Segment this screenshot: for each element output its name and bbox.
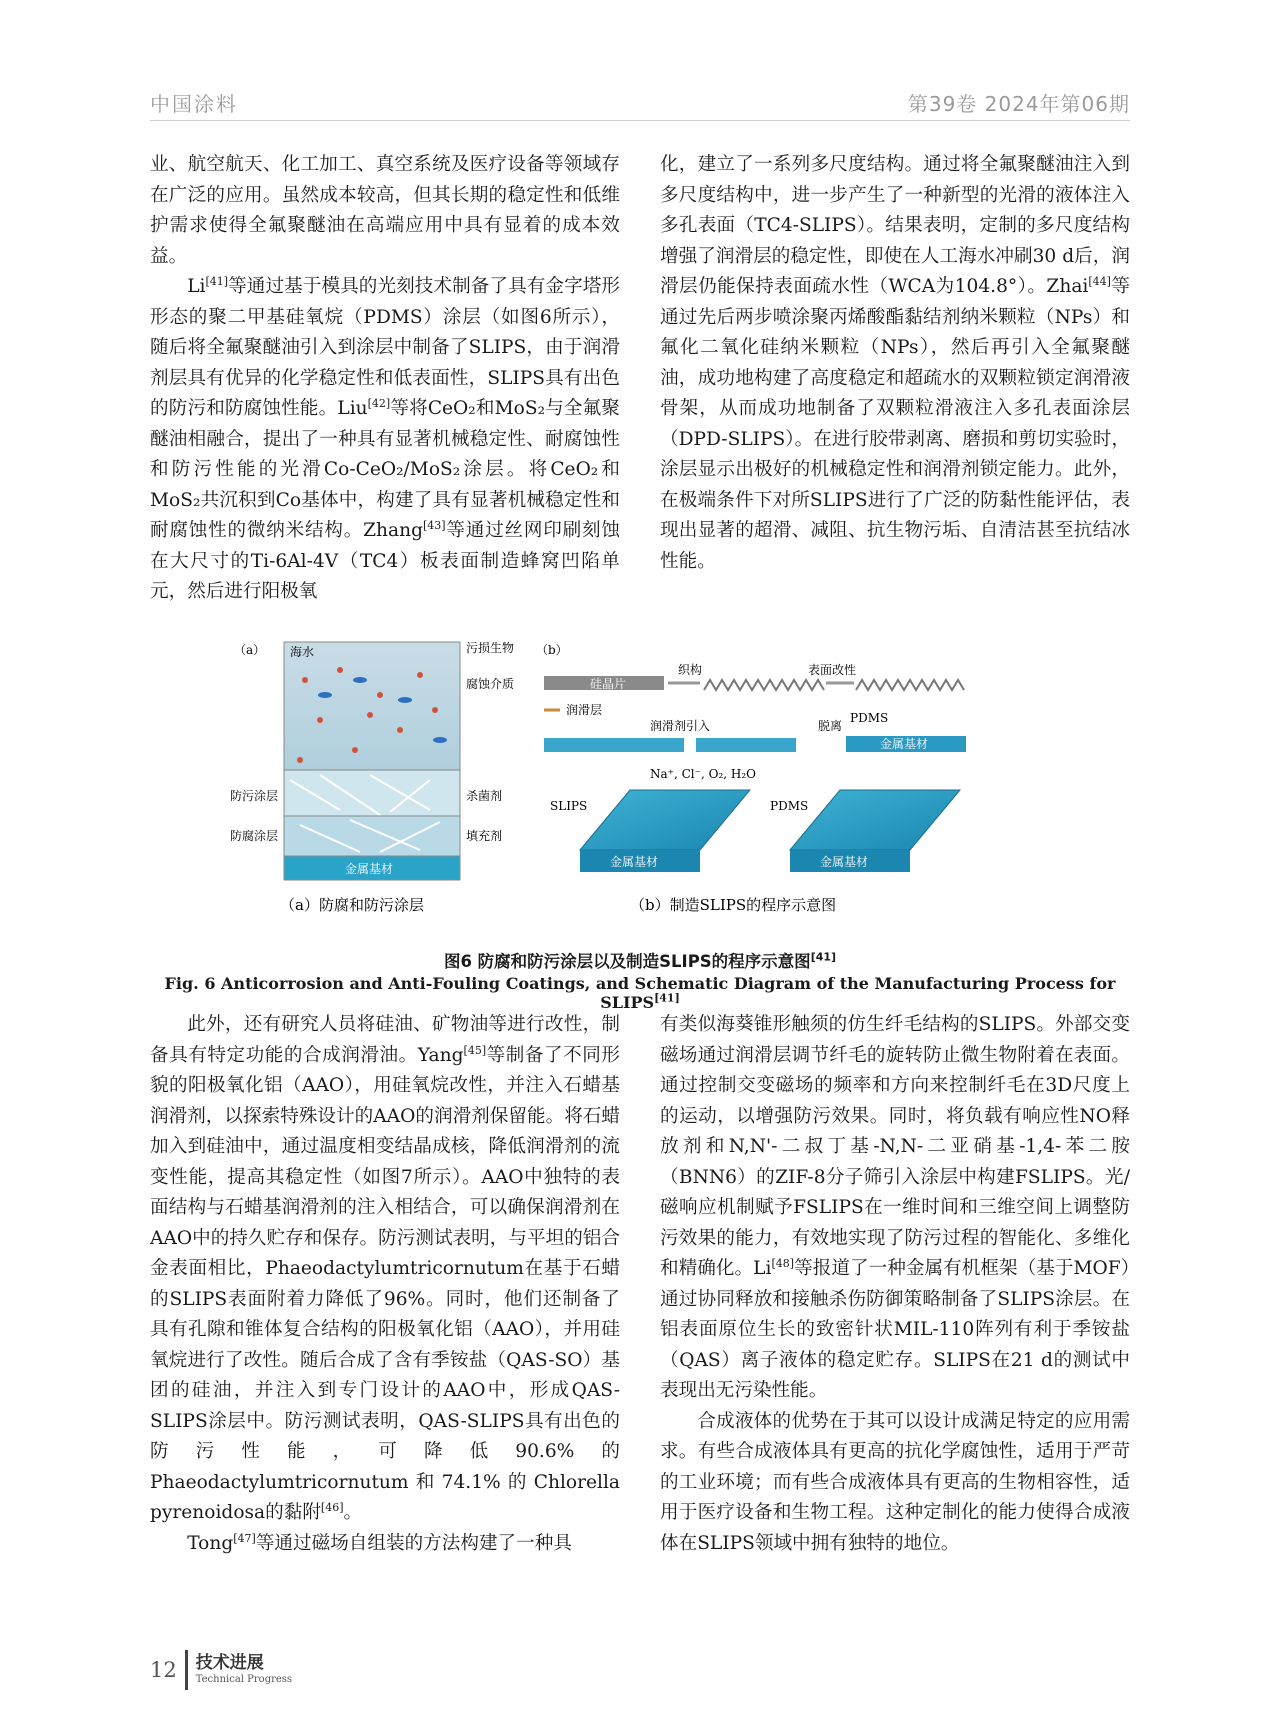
ions-label: Na⁺, Cl⁻, O₂, H₂O (650, 767, 756, 781)
figure-caption-cn: 图6 防腐和防污涂层以及制造SLIPS的程序示意图[41] (443, 950, 837, 971)
paragraph: Li[41]等通过基于模具的光刻技术制备了具有金字塔形形态的聚二甲基硅氧烷（PDMS）涂层（如图6所示），随后将全氟聚醚油引入到涂层中制备了SLIPS，由于润滑剂层具有优异的化学稳定性和低表面性，SLIPS具有出色的防污和防腐蚀性能。Liu[42]等将CeO₂和MoS₂与全氟聚醚油相融合，提出了一种具有显著机械稳定性、耐腐蚀性和防污性能的光滑Co-CeO₂/MoS₂涂层。将CeO₂和MoS₂共沉积到Co基体中，构建了具有显著机械稳定性和耐腐蚀性的微纳米结构。Zhang[43]等通过丝网印刷刻蚀在大尺寸的Ti-6Al-4V（TC4）板表面制造蜂窝凹陷单元，然后进行阳极氧 (150, 274, 620, 602)
texture-label: 织构 (678, 663, 703, 677)
panel-b-caption: （b）制造SLIPS的程序示意图 (630, 896, 837, 914)
substrate-label-d: 金属基材 (820, 855, 869, 869)
panel-a-caption: （a）防腐和防污涂层 (280, 896, 424, 914)
anticorrosion-layer-label: 防腐涂层 (230, 829, 279, 843)
filler-label: 填充剂 (466, 829, 503, 843)
pdms-label-2: PDMS (770, 799, 809, 813)
section-name-cn: 技术进展 (195, 1653, 264, 1673)
right-column-bottom (660, 1010, 1130, 1559)
paragraph: Tong[47]等通过磁场自组装的方法构建了一种具 (187, 1531, 572, 1554)
panel-b-tag: （b） (536, 643, 568, 657)
page-number: 12 (150, 1658, 177, 1682)
figure-6 (230, 640, 1060, 940)
issue-info: 第39卷 2024年第06期 (907, 92, 1130, 116)
substrate-label-a: 金属基材 (345, 862, 394, 876)
fouling-label: 污损生物 (466, 641, 515, 655)
page-footer (150, 1650, 292, 1690)
section-name-en: Technical Progress (195, 1674, 293, 1685)
demold-label: 脱离 (818, 719, 843, 733)
surface-mod-label: 表面改性 (808, 663, 857, 677)
paragraph: 业、航空航天、化工加工、真空系统及医疗设备等领域存在广泛的应用。虽然成本较高，但其长期的稳定性和低维护需求使得全氟聚醚油在高端应用中具有显着的成本效益。 (150, 154, 620, 267)
antifouling-layer-label: 防污涂层 (230, 789, 279, 803)
figure-6-graphic (230, 640, 1060, 940)
paragraph: 有类似海葵锥形触须的仿生纤毛结构的SLIPS。外部交变磁场通过润滑层调节纤毛的旋转防止微生物附着在表面。通过控制交变磁场的频率和方向来控制纤毛在3D尺度上的运动，以增强防污效果。同时，将负载有响应性NO释放剂和N,N'-二叔丁基-N,N-二亚硝基-1,4-苯二胺（BNN6）的ZIF-8分子筛引入涂层中构建FSLIPS。光/磁响应机制赋予FSLIPS在一维时间和三维空间上调整防污效果的能力，有效地实现了防污过程的智能化、多维化和精确化。Li[48]等报道了一种金属有机框架（基于MOF）通过协同释放和接触杀伤防御策略制备了SLIPS涂层。在铝表面原位生长的致密针状MIL-110阵列有利于季铵盐（QAS）离子液体的稳定贮存。SLIPS在21 d的测试中表现出无污染性能。 (660, 1014, 1130, 1401)
slips-label: SLIPS (550, 799, 588, 813)
left-column-top (150, 150, 620, 608)
lubricant-layer-label: 润滑层 (566, 703, 603, 717)
paragraph: 此外，还有研究人员将硅油、矿物油等进行改性，制备具有特定功能的合成润滑油。Yang[45]等制备了不同形貌的阳极氧化铝（AAO），用硅氧烷改性，并注入石蜡基润滑剂，以探索特殊设计的AAO的润滑剂保留能。将石蜡加入到硅油中，通过温度相变结晶成核，降低润滑剂的流变性能，提高其稳定性（如图7所示）。AAO中独特的表面结构与石蜡基润滑剂的注入相结合，可以确保润滑剂在AAO中的持久贮存和保存。防污测试表明，与平坦的铝合金表面相比，Phaeodactylumtricornutum在基于石蜡的SLIPS表面附着力降低了96%。同时，他们还制备了具有孔隙和锥体复合结构的阳极氧化铝（AAO），并用硅氧烷进行了改性。随后合成了含有季铵盐（QAS-SO）基团的硅油，并注入到专门设计的AAO中，形成QAS-SLIPS涂层中。防污测试表明，QAS-SLIPS具有出色的防污性能，可降低90.6%的Phaeodactylumtricornutum和74.1%的Chlorella pyrenoidosa的黏附[46]。 (150, 1014, 620, 1523)
paragraph: 化，建立了一系列多尺度结构。通过将全氟聚醚油注入到多尺度结构中，进一步产生了一种新型的光滑的液体注入多孔表面（TC4-SLIPS）。结果表明，定制的多尺度结构增强了润滑层的稳定性，即使在人工海水冲刷30 d后，润滑层仍能保持表面疏水性（WCA为104.8°）。Zhai[44]等通过先后两步喷涂聚丙烯酸酯黏结剂纳米颗粒（NPs）和氟化二氧化硅纳米颗粒（NPs），然后再引入全氟聚醚油，成功地构建了高度稳定和超疏水的双颗粒锁定润滑液骨架，从而成功地制备了双颗粒滑液注入多孔表面涂层（DPD-SLIPS）。在进行胶带剥离、磨损和剪切实验时，涂层显示出极好的机械稳定性和润滑剂锁定能力。此外，在极端条件下对所SLIPS进行了广泛的防黏性能评估，表现出显著的超滑、减阻、抗生物污垢、自清洁甚至抗结冰性能。 (660, 154, 1130, 572)
footer-divider (185, 1650, 188, 1690)
wafer-label: 硅晶片 (590, 677, 627, 691)
substrate-label-c: 金属基材 (610, 855, 659, 869)
seawater-label: 海水 (290, 645, 315, 659)
biocide-label: 杀菌剂 (466, 789, 503, 803)
left-column-bottom (150, 1010, 620, 1559)
substrate-label-b: 金属基材 (880, 737, 929, 751)
figure-caption-en: Fig. 6 Anticorrosion and Anti-Fouling Coatings, and Schematic Diagram of the Manufacturing Process for SLIPS[41] (164, 974, 1116, 1012)
lubricant-intro-label: 润滑剂引入 (650, 719, 711, 733)
corrosive-label: 腐蚀介质 (466, 677, 515, 691)
panel-a-tag: （a） (234, 643, 266, 657)
journal-name: 中国涂料 (150, 92, 238, 116)
paragraph: 合成液体的优势在于其可以设计成满足特定的应用需求。有些合成液体具有更高的抗化学腐蚀性，适用于严苛的工业环境；而有些合成液体具有更高的生物相容性，适用于医疗设备和生物工程。这种定制化的能力使得合成液体在SLIPS领域中拥有独特的地位。 (660, 1410, 1130, 1554)
pdms-label: PDMS (850, 711, 889, 725)
right-column-top (660, 150, 1130, 577)
header-rule (150, 120, 1130, 121)
